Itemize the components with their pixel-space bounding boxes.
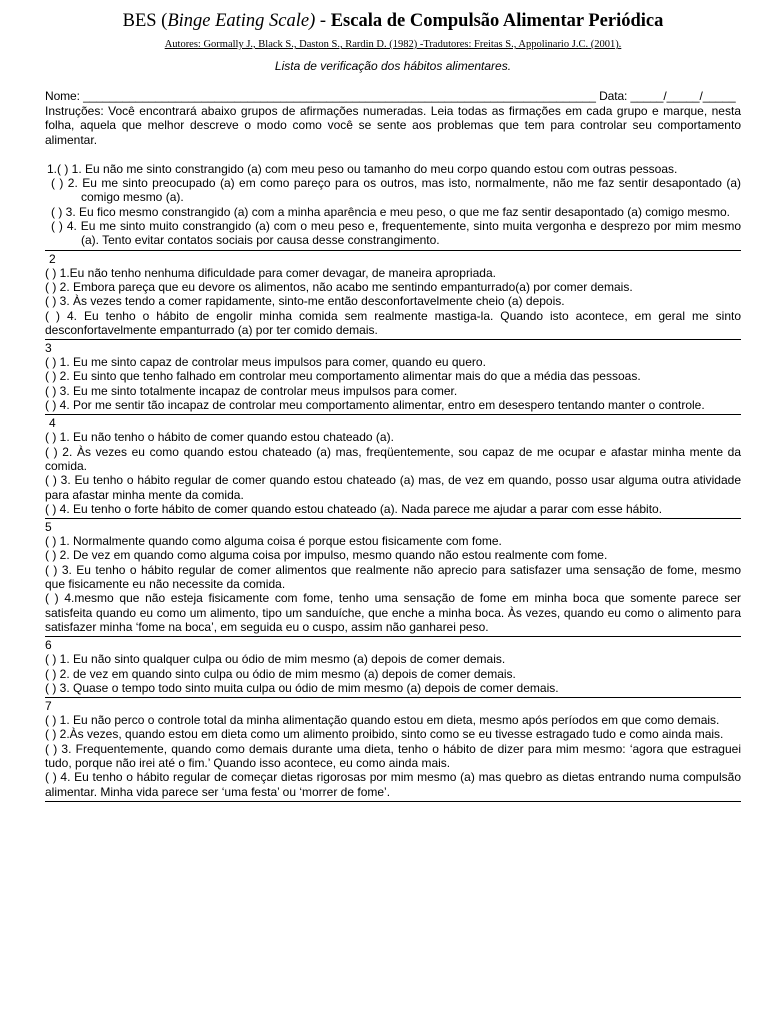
- question-4: [45, 414, 741, 516]
- option-text: ( ) 4. Por me sentir tão incapaz de controlar meu comportamento alimentar, entro em desespero tentando manter o controle.: [45, 398, 705, 413]
- option-1-4[interactable]: [45, 219, 741, 248]
- option-6-3[interactable]: [45, 681, 741, 695]
- question-number: 2: [49, 251, 56, 266]
- option-2-1[interactable]: [45, 266, 741, 280]
- option-text: ( ) 1. Eu não perco o controle total da minha alimentação quando estou em dieta, mesmo após períodos em que como demais.: [45, 713, 720, 728]
- option-text: ( ) 2. Às vezes eu como quando estou chateado (a) mas, freqüentemente, sou capaz de me ocupar e afastar minha mente da comida.: [45, 444, 741, 473]
- option-text: ( ) 2. Embora pareça que eu devore os alimentos, não acabo me sentindo empanturrado(a) por comer demais.: [45, 279, 633, 294]
- option-1-1[interactable]: [45, 162, 741, 176]
- option-text: ( ) 2. De vez em quando como alguma coisa por impulso, mesmo quando não estou realmente com fome.: [45, 548, 608, 563]
- title-italic: Binge Eating Scale): [167, 11, 316, 31]
- question-number: 4: [49, 416, 56, 431]
- option-2-4[interactable]: [45, 309, 741, 338]
- option-text: ( ) 3. Eu tenho o hábito regular de comer quando estou chateado (a) mas, de vez em quando, posso usar alguma outra atividade para afastar minha mente da comida.: [45, 473, 741, 502]
- option-5-3[interactable]: [45, 563, 741, 592]
- option-5-4[interactable]: [45, 591, 741, 634]
- option-5-2[interactable]: [45, 548, 741, 562]
- option-text: ( ) 4. Eu tenho o hábito regular de começar dietas rigorosas por mim mesmo (a) mas quebro as dietas entrando numa compulsão alimentar. Minha vida parece ser ‘uma festa’ ou ‘morrer de fome’.: [45, 770, 741, 799]
- option-text: ( ) 1. Eu não sinto qualquer culpa ou ódio de mim mesmo (a) depois de comer demais.: [45, 652, 506, 667]
- option-7-2[interactable]: [45, 727, 741, 741]
- option-text: ( ) 4.mesmo que não esteja fisicamente com fome, tenho uma sensação de fome em minha boca que somente parece ser satisfeita quando eu como um alimento, tipo um sanduíche, que enche a minha boca. Às vezes, quando eu como o alimento para satisfazer minha ‘fome na boca’, em seguida eu o cuspo, assim não ganharei peso.: [45, 591, 741, 634]
- option-text: ( ) 3. Quase o tempo todo sinto muita culpa ou ódio de mim mesmo (a) depois de comer demais.: [45, 680, 559, 695]
- option-7-4[interactable]: [45, 770, 741, 799]
- option-1-3[interactable]: [45, 205, 741, 219]
- option-4-3[interactable]: [45, 473, 741, 502]
- option-text: ( ) 3. Frequentemente, quando como demais durante uma dieta, tenho o hábito de dizer para mim mesmo: ‘agora que estraguei tudo, porque não irei até o fim.’ Quando isso acontece, eu como ainda mais.: [45, 741, 741, 770]
- option-2-2[interactable]: [45, 280, 741, 294]
- option-6-2[interactable]: [45, 667, 741, 681]
- option-6-1[interactable]: [45, 652, 741, 666]
- question-number: 7: [45, 699, 52, 714]
- option-text: ( ) 1. Eu me sinto capaz de controlar meus impulsos para comer, quando eu quero.: [45, 355, 486, 370]
- authors-line: Autores: Gormally J., Black S., Daston S., Rardin D. (1982) -Tradutores: Freitas S., Appolinario J.C. (2001).: [164, 39, 622, 50]
- questionnaire-page: [45, 8, 741, 802]
- option-text: ( ) 1. Normalmente quando como alguma coisa é porque estou fisicamente com fome.: [45, 534, 502, 549]
- option-text: ( ) 4. Eu me sinto muito constrangido (a) com o meu peso e, frequentemente, sinto muita vergonha e desprezo por mim mesmo (a). Tento evitar contatos sociais por causa desse constrangimento.: [51, 219, 741, 248]
- question-number: 5: [45, 520, 52, 535]
- option-text: ( ) 2. Eu sinto que tenho falhado em controlar meu comportamento alimentar mais do que a média das pessoas.: [45, 369, 641, 384]
- title-prefix: BES (: [122, 11, 168, 31]
- option-4-4[interactable]: [45, 502, 741, 516]
- option-text: ( ) 3. Eu me sinto totalmente incapaz de controlar meus impulsos para comer.: [45, 383, 458, 398]
- option-text: ( ) 3. Eu fico mesmo constrangido (a) com a minha aparência e meu peso, o que me faz sentir desapontado (a) comigo mesmo.: [51, 204, 730, 219]
- option-1-2[interactable]: [45, 176, 741, 205]
- name-date-field[interactable]: Nome: ______________________________________________________________________________ Data: _____/_____/_____: [45, 89, 736, 103]
- option-text: ( ) 4. Eu tenho o hábito de engolir minha comida sem realmente mastiga-la. Quando isto acontece, em geral me sinto desconfortavelmente empanturrado (a) por ter comido demais.: [45, 308, 741, 337]
- option-3-2[interactable]: [45, 369, 741, 383]
- option-7-1[interactable]: [45, 713, 741, 727]
- option-3-1[interactable]: [45, 355, 741, 369]
- option-text: ( ) 3. Às vezes tendo a comer rapidamente, sinto-me então desconfortavelmente cheio (a) depois.: [45, 294, 565, 309]
- question-2: [45, 250, 741, 337]
- question-3: [45, 339, 741, 412]
- option-text: ( ) 2.Às vezes, quando estou em dieta como um alimento proibido, sinto como se eu tivesse estragado tudo e como ainda mais.: [45, 727, 724, 742]
- closing-divider: [45, 801, 741, 802]
- title-bold: Escala de Compulsão Alimentar Periódica: [330, 11, 664, 31]
- option-text: 1.( ) 1. Eu não me sinto constrangido (a) com meu peso ou tamanho do meu corpo quando estou com outras pessoas.: [47, 161, 678, 176]
- option-text: ( ) 1. Eu não tenho o hábito de comer quando estou chateado (a).: [45, 430, 394, 445]
- instructions-text: Instruções: Você encontrará abaixo grupos de afirmações numeradas. Leia todas as firmações em cada grupo e marque, nesta folha, aquela que melhor descreve o modo como você se sente aos problemas que tem para controlar seu comportamento alimentar.: [45, 104, 741, 147]
- title-dash: -: [315, 11, 331, 31]
- document-subtitle: Lista de verificação dos hábitos alimentares.: [274, 59, 512, 73]
- option-text: ( ) 4. Eu tenho o forte hábito de comer quando estou chateado (a). Nada parece me ajudar a parar com esse hábito.: [45, 501, 663, 516]
- option-text: ( ) 1.Eu não tenho nenhuma dificuldade para comer devagar, de maneira apropriada.: [45, 265, 496, 280]
- question-number: 3: [45, 341, 52, 356]
- document-title: [45, 8, 741, 34]
- option-4-2[interactable]: [45, 445, 741, 474]
- option-4-1[interactable]: [45, 430, 741, 444]
- option-text: ( ) 2. de vez em quando sinto culpa ou ódio de mim mesmo (a) depois de comer demais.: [45, 666, 516, 681]
- option-3-4[interactable]: [45, 398, 741, 412]
- question-7: [45, 697, 741, 799]
- option-text: ( ) 2. Eu me sinto preocupado (a) em como pareço para os outros, mas isto, normalmente, não me faz sentir desapontado (a) comigo mesmo (a).: [51, 176, 741, 205]
- option-2-3[interactable]: [45, 294, 741, 308]
- question-6: [45, 636, 741, 695]
- option-3-3[interactable]: [45, 384, 741, 398]
- option-7-3[interactable]: [45, 742, 741, 771]
- question-number: 6: [45, 638, 52, 653]
- question-1: [45, 162, 741, 248]
- option-5-1[interactable]: [45, 534, 741, 548]
- question-5: [45, 518, 741, 634]
- option-text: ( ) 3. Eu tenho o hábito regular de comer alimentos que realmente não aprecio para satisfazer uma sensação de fome, mesmo que fisicamente eu não necessite da comida.: [45, 562, 741, 592]
